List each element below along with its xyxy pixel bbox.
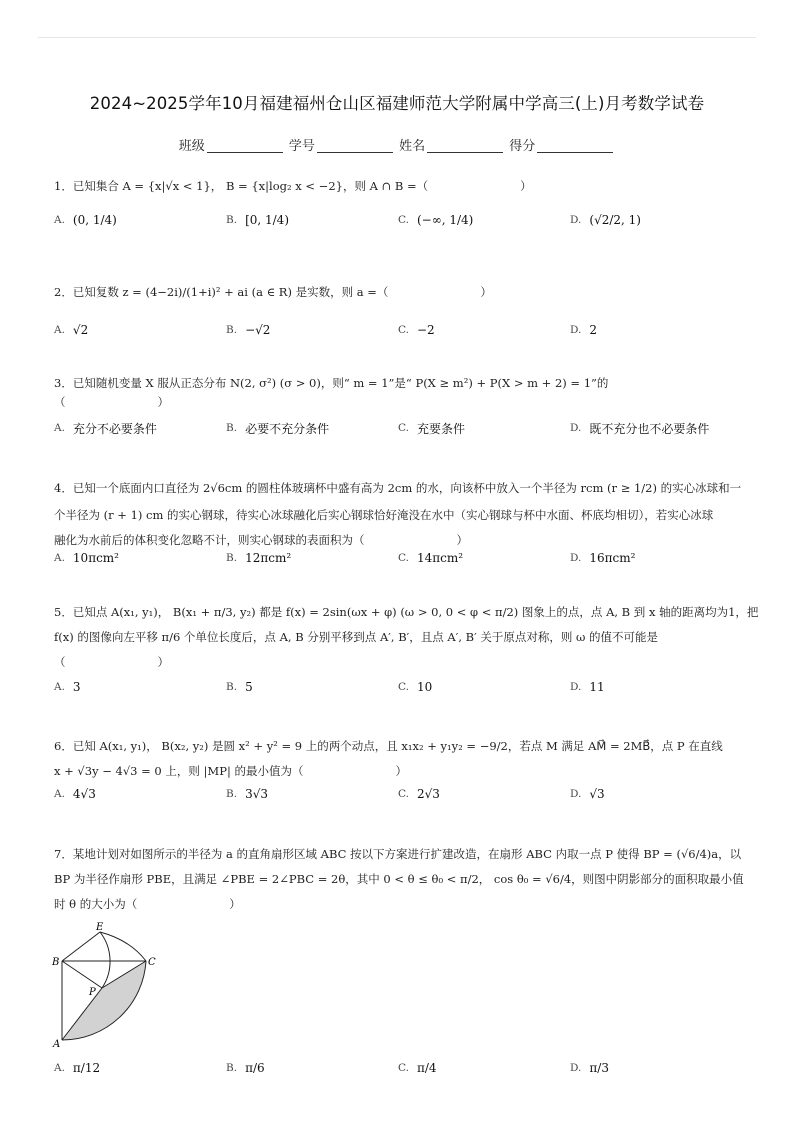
question-2-option-b[interactable]: B. −√2	[226, 323, 271, 337]
question-6-options	[0, 776, 794, 812]
segment-be	[62, 932, 100, 961]
question-3-stem-line-1: 3．已知随机变量 X 服从正态分布 N(2, σ²) (σ > 0)，则“ m = 1”是“ P(X ≥ m²) + P(X > m + 2) = 1”的	[54, 376, 609, 390]
question-2-option-a[interactable]: A. √2	[54, 323, 89, 337]
question-5-option-b[interactable]: B. 5	[226, 680, 253, 694]
score-blank	[537, 138, 613, 153]
student-info-line	[0, 135, 794, 154]
question-7-option-d[interactable]: D. π/3	[570, 1061, 609, 1075]
label-p: P	[89, 987, 96, 998]
class-label: 班级	[178, 139, 205, 154]
question-3-option-b[interactable]: B. 必要不充分条件	[226, 421, 330, 436]
number-label: 学号	[288, 139, 315, 154]
page-top-rule	[38, 37, 756, 38]
question-7-stem-line-3: 时 θ 的大小为（ ）	[54, 897, 241, 911]
question-1-option-c[interactable]: C. (−∞, 1/4)	[398, 213, 474, 227]
label-b: B	[52, 957, 60, 968]
curve-ec	[100, 932, 146, 961]
question-3	[54, 371, 740, 415]
question-4-stem-line-3: 融化为水前后的体积变化忽略不计，则实心钢球的表面积为（ ）	[54, 533, 468, 547]
question-3-stem-line-2: （ ）	[54, 395, 169, 409]
question-4-options	[0, 540, 794, 576]
question-2-option-d[interactable]: D. 2	[570, 323, 598, 337]
question-7-option-c[interactable]: C. π/4	[398, 1061, 437, 1075]
question-5-options	[0, 669, 794, 705]
question-5-option-a[interactable]: A. 3	[54, 680, 81, 694]
label-c: C	[148, 957, 156, 968]
question-5-option-c[interactable]: C. 10	[398, 680, 433, 694]
question-1-stem: 1．已知集合 A = {x|√x < 1}， B = {x|log₂ x < −2}，则 A ∩ B =（ ）	[54, 179, 532, 193]
question-3-option-a[interactable]: A. 充分不必要条件	[54, 421, 157, 436]
arc-pe	[100, 932, 110, 988]
question-3-option-d[interactable]: D. 既不充分也不必要条件	[570, 421, 710, 436]
question-1	[54, 174, 740, 199]
question-6-stem-line-1: 6．已知 A(x₁, y₁)， B(x₂, y₂) 是圆 x² + y² = 9 上的两个动点，且 x₁x₂ + y₁y₂ = −9/2，若点 M 满足 AM⃗ = 2MB⃗，点 P 在直线	[54, 739, 723, 753]
question-4-option-a[interactable]: A. 10πcm²	[54, 551, 119, 565]
question-4-option-c[interactable]: C. 14πcm²	[398, 551, 464, 565]
segment-bp	[62, 961, 102, 988]
question-6-option-b[interactable]: B. 3√3	[226, 787, 268, 801]
question-4-stem-line-1: 4．已知一个底面内口直径为 2√6cm 的圆柱体玻璃杯中盛有高为 2cm 的水，向该杯中放入一个半径为 rcm (r ≥ 1/2) 的实心冰球和一	[54, 481, 742, 495]
question-2-option-c[interactable]: C. −2	[398, 323, 435, 337]
question-5-stem-line-1: 5．已知点 A(x₁, y₁)， B(x₁ + π/3, y₂) 都是 f(x) = 2sin(ωx + φ) (ω > 0, 0 < φ < π/2) 图象上的点，点 A, B 到 x 轴的距离均为1，把	[54, 605, 759, 619]
question-7	[54, 842, 744, 917]
name-label: 姓名	[399, 139, 426, 154]
question-6-option-a[interactable]: A. 4√3	[54, 787, 96, 801]
question-5-stem-line-3: （ ）	[54, 655, 169, 669]
label-e: E	[96, 922, 104, 933]
question-3-option-c[interactable]: C. 充要条件	[398, 421, 466, 436]
page-title: 2024~2025学年10月福建福州仓山区福建师范大学附属中学高三(上)月考数学试卷	[89, 94, 705, 113]
question-7-stem-line-2: BP 为半径作扇形 PBE，且满足 ∠PBE = 2∠PBC = 2θ，其中 0 < θ ≤ θ₀ < π/2， cos θ₀ = √6/4，则图中阴影部分的面积取最小值	[54, 872, 744, 886]
question-7-options	[0, 1050, 794, 1086]
class-blank	[207, 138, 283, 153]
question-2-options	[0, 312, 794, 348]
sector-figure	[50, 920, 160, 1048]
question-7-stem-line-1: 7．某地计划对如图所示的半径为 a 的直角扇形区域 ABC 按以下方案进行扩建改造，在扇形 ABC 内取一点 P 使得 BP = (√6/4)a，以	[54, 847, 742, 861]
question-4-stem-line-2: 个半径为 (r + 1) cm 的实心钢球，待实心冰球融化后实心钢球恰好淹没在水中（实心钢球与杯中水面、杯底均相切），若实心冰球	[54, 508, 714, 522]
question-6-option-d[interactable]: D. √3	[570, 787, 605, 801]
score-label: 得分	[509, 139, 536, 154]
question-6-option-c[interactable]: C. 2√3	[398, 787, 440, 801]
question-4-option-d[interactable]: D. 16πcm²	[570, 551, 636, 565]
label-a: A	[53, 1039, 61, 1048]
question-1-options	[0, 202, 794, 238]
question-7-option-a[interactable]: A. π/12	[54, 1061, 101, 1075]
question-2-stem: 2．已知复数 z = (4−2i)/(1+i)² + ai (a ∈ R) 是实数，则 a =（ ）	[54, 285, 492, 299]
question-5-option-d[interactable]: D. 11	[570, 680, 605, 694]
question-1-option-d[interactable]: D. (√2/2, 1)	[570, 213, 641, 227]
question-1-option-b[interactable]: B. [0, 1/4)	[226, 213, 290, 227]
question-5-stem-line-2: f(x) 的图像向左平移 π/6 个单位长度后，点 A, B 分别平移到点 A′, B′，且点 A′, B′ 关于原点对称，则 ω 的值不可能是	[54, 630, 659, 644]
question-1-option-a[interactable]: A. (0, 1/4)	[54, 213, 117, 227]
question-3-options	[0, 410, 794, 446]
question-6-stem-line-2: x + √3y − 4√3 = 0 上，则 |MP| 的最小值为（ ）	[54, 764, 407, 778]
question-2	[54, 280, 740, 305]
question-7-option-b[interactable]: B. π/6	[226, 1061, 265, 1075]
number-blank	[317, 138, 393, 153]
name-blank	[427, 138, 503, 153]
question-5	[54, 600, 759, 675]
question-4-option-b[interactable]: B. 12πcm²	[226, 551, 292, 565]
